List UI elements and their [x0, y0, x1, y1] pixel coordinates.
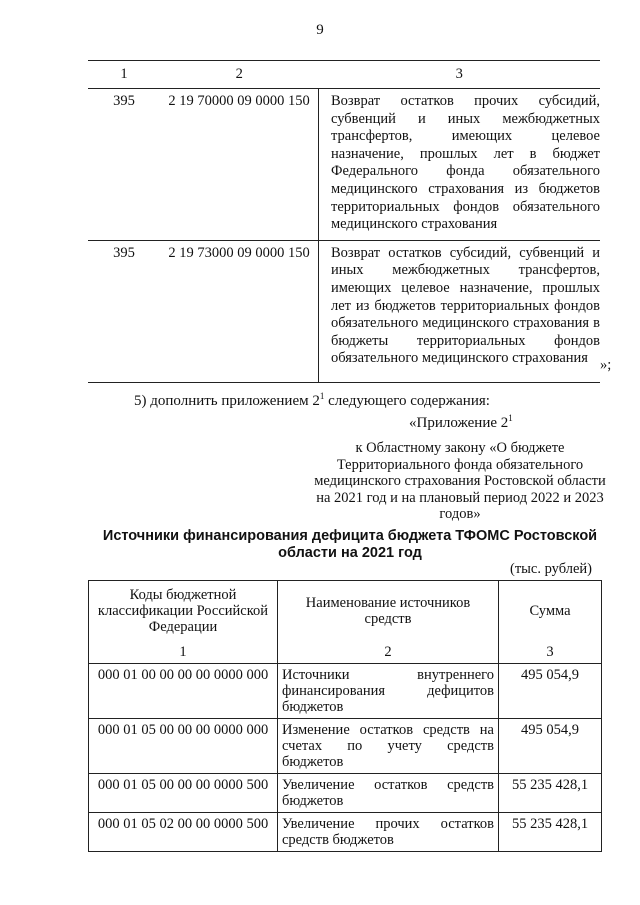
table-row	[88, 240, 600, 382]
appendix-label-text: «Приложение 2	[409, 415, 509, 431]
amount: 55 235 428,1	[499, 813, 602, 852]
amendment-text-end: следующего содержания:	[324, 393, 490, 409]
financing-sources-table	[88, 580, 602, 852]
table-header-row	[88, 61, 600, 89]
budget-code: 2 19 70000 09 0000 150	[160, 89, 319, 241]
admin-code: 395	[88, 240, 160, 382]
table-header-row	[89, 581, 602, 642]
budget-code: 2 19 73000 09 0000 150	[160, 240, 319, 382]
table-row	[89, 719, 602, 774]
column-number-1: 1	[89, 641, 278, 664]
appendix-superscript: 1	[508, 413, 513, 423]
source-name: Изменение остатков средств на счетах по учету средств бюджетов	[278, 719, 499, 774]
code-description: Возврат остатков прочих субсидий, субвенций и иных межбюджетных трансфертов, имеющих целевое назначение, прошлых лет в бюджет Федерального фонда обязательного медицинского страхования из бюджетов территориальных фондов обязательного медицинского страхования	[319, 89, 601, 241]
amount: 55 235 428,1	[499, 774, 602, 813]
source-name: Увеличение прочих остатков средств бюджетов	[278, 813, 499, 852]
amount: 495 054,9	[499, 664, 602, 719]
amendment-paragraph	[134, 393, 490, 410]
column-number-1: 1	[88, 61, 160, 89]
source-name: Источники внутреннего финансирования дефицитов бюджетов	[278, 664, 499, 719]
table-number-row	[89, 641, 602, 664]
classification-code: 000 01 05 00 00 00 0000 500	[89, 774, 278, 813]
code-description: Возврат остатков субсидий, субвенций и иных межбюджетных трансфертов, имеющих целевое назначение, прошлых лет из бюджетов территориальных фондов обязательного медицинского страхования в бюджеты территориальных фондов обязательного медицинского страхования	[319, 240, 601, 382]
budget-codes-table	[88, 60, 600, 383]
column-number-2: 2	[160, 61, 319, 89]
classification-code: 000 01 05 02 00 00 0000 500	[89, 813, 278, 852]
amount: 495 054,9	[499, 719, 602, 774]
header-codes: Коды бюджетной классификации Российской Федерации	[89, 581, 278, 642]
amendment-text-start: 5) дополнить приложением 2	[134, 393, 320, 409]
column-number-2: 2	[278, 641, 499, 664]
table-row	[89, 774, 602, 813]
table-row	[89, 664, 602, 719]
header-name: Наименование источников средств	[278, 581, 499, 642]
table-row	[89, 813, 602, 852]
column-number-3: 3	[319, 61, 601, 89]
units-label: (тыс. рублей)	[510, 561, 592, 577]
amendment-superscript: 1	[319, 391, 325, 401]
classification-code: 000 01 05 00 00 00 0000 000	[89, 719, 278, 774]
appendix-label	[409, 415, 513, 432]
closing-quote: »;	[600, 357, 612, 373]
document-title: Источники финансирования дефицита бюджета ТФОМС Ростовской области на 2021 год	[102, 528, 598, 561]
admin-code: 395	[88, 89, 160, 241]
header-sum: Сумма	[499, 581, 602, 642]
source-name: Увеличение остатков средств бюджетов	[278, 774, 499, 813]
column-number-3: 3	[499, 641, 602, 664]
page-number: 9	[316, 22, 324, 38]
law-reference: к Областному закону «О бюджете Территориального фонда обязательного медицинского страхования Ростовской области на 2021 год и на плановый период 2022 и 2023 годов»	[314, 440, 606, 522]
classification-code: 000 01 00 00 00 00 0000 000	[89, 664, 278, 719]
table-row	[88, 89, 600, 241]
